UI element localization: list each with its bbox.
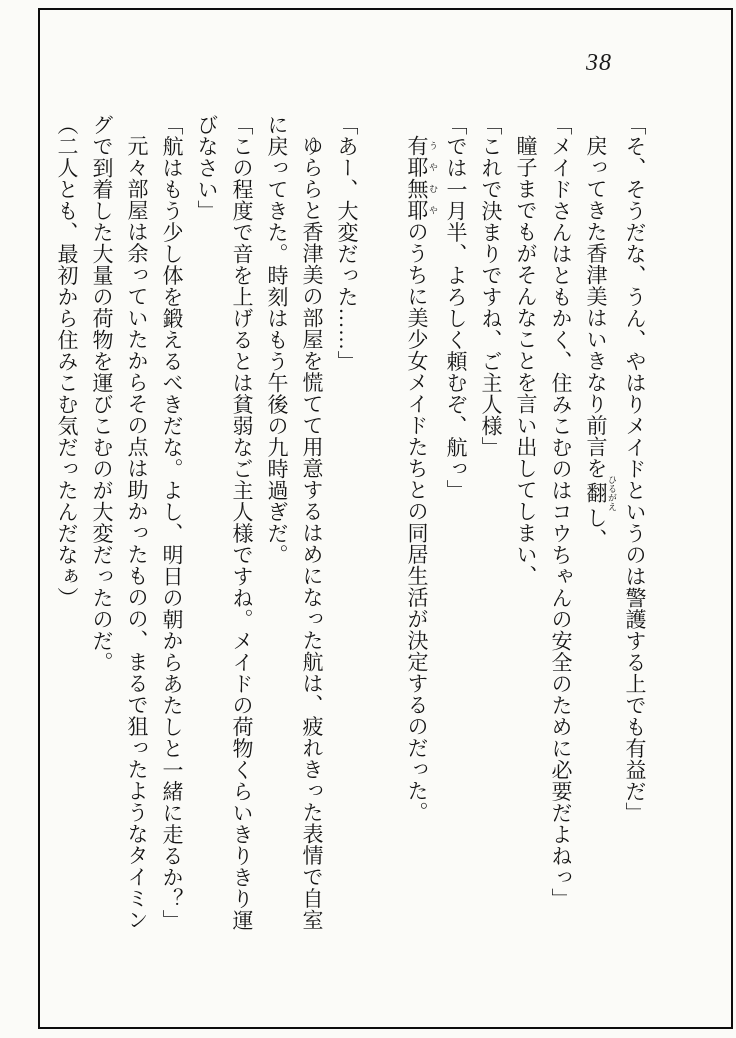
text-column-7: 有耶無耶 うやむやのうちに美少女メイドたちとの同居生活が決定するのだった。 (405, 135, 438, 823)
text-column-9: 「あー、大変だった……」 (335, 114, 359, 372)
text-column-10: ゆららと香津美の部屋を慌てて用意するはめになった航は、疲れきった表情で自室 (300, 135, 324, 931)
text-column-16: グで到着した大量の荷物を運びこむのが大変だったのだ。 (90, 114, 114, 673)
text-column-3: 「メイドさんはともかく、住みこむのはコウちゃんの安全のために必要だよねっ」 (549, 114, 573, 910)
text-column-6: 「では一月半、よろしく頼むぞ、航っ」 (444, 114, 468, 501)
text-column-14: 「航はもう少し体を鍛えるべきだな。よし、明日の朝からあたしと一緒に走るか？」 (160, 114, 184, 931)
text-column-15: 元々部屋は余っていたからその点は助かったものの、まるで狙ったようなタイミン (125, 135, 149, 931)
page-number: 38 (586, 50, 612, 76)
text-column-4: 瞳子までもがそんなことを言い出してしまい、 (514, 135, 538, 587)
text-column-2: 戻ってきた香津美はいきなり前言を翻 ひるがえし、 (584, 135, 617, 550)
text-column-11: に戻ってきた。時刻はもう午後の九時過ぎだ。 (265, 114, 289, 566)
text-column-13: びなさい」 (195, 114, 219, 222)
furigana-annotated-word: 有耶無耶 うやむや (405, 135, 438, 221)
text-column-12: 「この程度で音を上げるとは貧弱なご主人様ですね。メイドの荷物くらいきりきり運 (230, 114, 254, 931)
scene-break-blank-line (364, 114, 399, 954)
text-column-17: （二人とも、最初から住みこむ気だったんだなぁ） (55, 114, 79, 609)
text-column-5: 「これで決まりですね、ご主人様」 (479, 114, 503, 458)
vertical-text-block (49, 114, 652, 954)
text-column-1: 「そ、そうだな、うん、やはりメイドというのは警護する上でも有益だ」 (623, 114, 647, 824)
furigana-annotated-word: 翻 ひるがえ (584, 475, 617, 511)
